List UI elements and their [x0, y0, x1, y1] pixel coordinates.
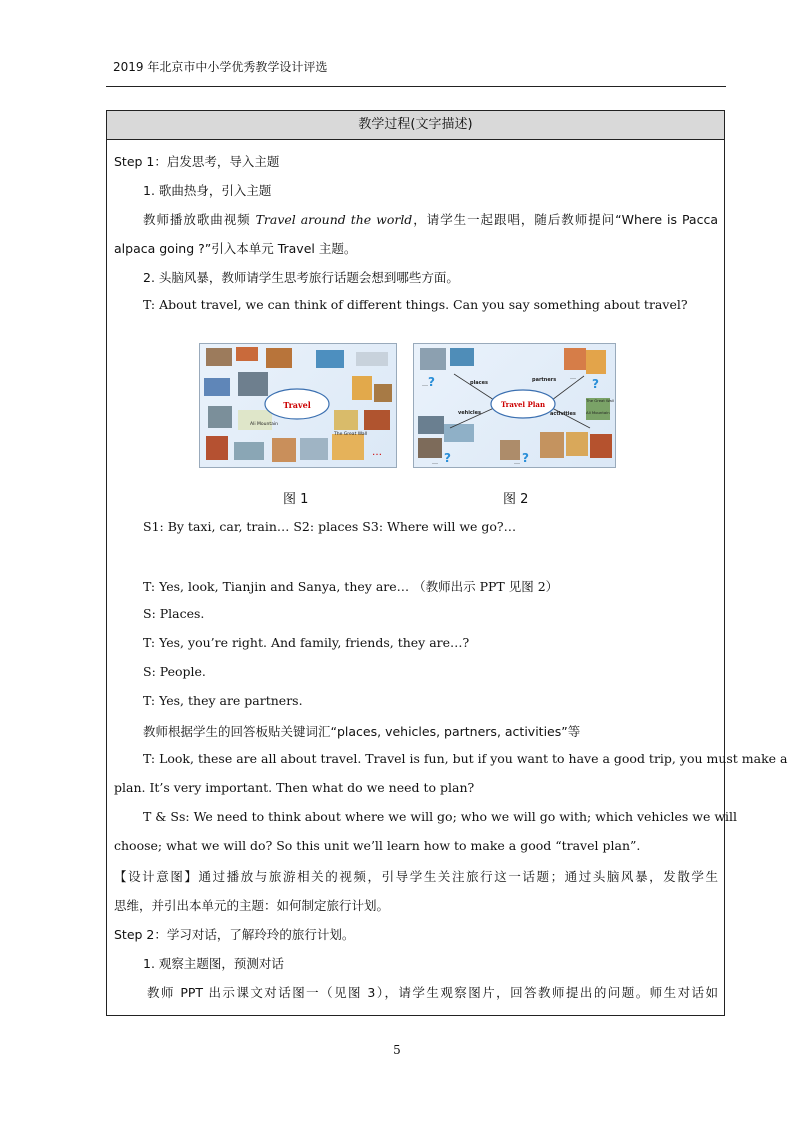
figure-1-travel-mindmap	[199, 343, 397, 468]
figure-2-graphic	[414, 344, 615, 467]
photo-thumb	[444, 424, 474, 442]
branch-activities: activities	[550, 411, 576, 417]
line-keywords: 教师根据学生的回答板贴关键词汇“places, vehicles, partners, activities”等	[143, 724, 581, 739]
table-heading: 教学过程(文字描述)	[107, 111, 724, 140]
photo-thumb	[566, 432, 588, 456]
photo-thumb	[364, 410, 390, 430]
song-title: Travel around the world	[255, 212, 413, 227]
line-choose: choose; what we will do? So this unit we’ll learn how to make a good “travel plan”.	[114, 838, 641, 853]
line-tss-think: T & Ss: We need to think about where we will go; who we will go with; which vehicles we will	[143, 809, 738, 824]
line-step2: Step 2：学习对话，了解玲玲的旅行计划。	[114, 927, 355, 942]
photo-thumb	[420, 348, 446, 370]
figure-1-graphic	[200, 344, 396, 467]
photo-thumb	[374, 384, 392, 402]
header-rule	[106, 86, 726, 87]
photo-thumb	[332, 434, 364, 460]
photo-thumb	[204, 378, 230, 396]
lesson-table	[106, 110, 788, 1016]
photo-thumb	[500, 440, 520, 460]
photo-thumb	[334, 410, 358, 430]
center-label: Travel Plan	[500, 400, 546, 409]
song-prefix: 教师播放歌曲视频	[143, 212, 256, 227]
photo-thumb	[236, 347, 258, 361]
photo-thumb	[316, 350, 344, 368]
photo-thumb	[564, 348, 586, 370]
ellipsis: …	[422, 381, 428, 388]
photo-thumb	[300, 438, 328, 460]
line-teacher-family: T: Yes, you’re right. And family, friends, they are…?	[143, 635, 470, 650]
ellipsis: …	[514, 459, 520, 466]
question-mark-icon: ?	[444, 451, 451, 465]
question-mark-icon: ?	[428, 375, 435, 389]
line-design-intent-cont: 思维，并引出本单元的主题：如何制定旅行计划。	[114, 898, 390, 913]
line-song	[114, 210, 718, 228]
line-design-intent: 【设计意图】通过播放与旅游相关的视频，引导学生关注旅行这一话题；通过头脑风暴，发散学生	[114, 869, 718, 884]
branch-vehicles: vehicles	[458, 410, 481, 416]
question-mark-icon: ?	[522, 451, 529, 465]
photo-thumb	[356, 352, 388, 366]
ellipsis: …	[432, 459, 438, 466]
line-item2: 2. 头脑风暴，教师请学生思考旅行话题会想到哪些方面。	[143, 270, 459, 285]
photo-thumb	[206, 436, 228, 460]
photo-thumb	[450, 348, 474, 366]
question-mark-icon: ?	[592, 377, 599, 391]
line-ppt-figure3: 教师 PPT 出示课文对话图一（见图 3），请学生观察图片，回答教师提出的问题。师生对话如	[147, 985, 718, 1000]
line-step1: Step 1：启发思考，导入主题	[114, 154, 280, 169]
ellipsis: …	[372, 447, 382, 458]
line-teacher-places: T: Yes, look, Tianjin and Sanya, they are… （教师出示 PPT 见图 2）	[143, 579, 559, 594]
tag-ali: Ali Mountain	[586, 410, 610, 415]
tag-ali: Ali Mountain	[250, 422, 278, 427]
line-students-answers: S1: By taxi, car, train… S2: places S3: Where will we go?…	[143, 519, 517, 534]
branch-line	[454, 374, 494, 400]
branch-partners: partners	[532, 377, 557, 383]
photo-thumb	[238, 372, 268, 396]
photo-thumb	[272, 438, 296, 462]
branch-line	[552, 376, 584, 400]
song-suffix: ，请学生一起跟唱，随后教师提问“Where is Pacca	[412, 212, 718, 227]
tag-greatwall: The Great Wall	[586, 398, 614, 403]
photo-thumb	[590, 434, 612, 458]
line-s-people: S: People.	[143, 664, 206, 679]
photo-thumb	[238, 410, 272, 430]
line-alpaca: alpaca going ?”引入本单元 Travel 主题。	[114, 241, 357, 256]
center-label: Travel	[283, 400, 311, 410]
figure-2-caption: 图 2	[503, 492, 529, 507]
line-step2-item1: 1. 观察主题图，预测对话	[143, 956, 284, 971]
photo-thumb	[418, 438, 442, 458]
figure-1-caption: 图 1	[283, 492, 309, 507]
line-s-places: S: Places.	[143, 606, 205, 621]
figure-2-travel-plan-mindmap	[413, 343, 616, 468]
branch-places: places	[470, 380, 488, 386]
line-teacher-partners: T: Yes, they are partners.	[143, 693, 303, 708]
photo-thumb	[234, 442, 264, 460]
photo-thumb	[586, 350, 606, 374]
tag-greatwall: The Great Wall	[334, 432, 368, 437]
photo-thumb	[208, 406, 232, 428]
photo-thumb	[206, 348, 232, 366]
page-header: 2019 年北京市中小学优秀教学设计评选	[113, 60, 328, 74]
photo-thumb	[418, 416, 444, 434]
photo-thumb	[352, 376, 372, 400]
ellipsis: …	[570, 374, 576, 381]
page-number: 5	[393, 1043, 401, 1057]
photo-thumb	[540, 432, 564, 458]
line-item1: 1. 歌曲热身，引入主题	[143, 183, 272, 198]
line-teacher-q: T: About travel, we can think of different things. Can you say something about travel?	[143, 297, 688, 312]
line-teacher-plan: T: Look, these are all about travel. Travel is fun, but if you want to have a good trip, you must make a	[143, 751, 788, 766]
photo-thumb	[266, 348, 292, 368]
line-plan-important: plan. It’s very important. Then what do we need to plan?	[114, 780, 475, 795]
